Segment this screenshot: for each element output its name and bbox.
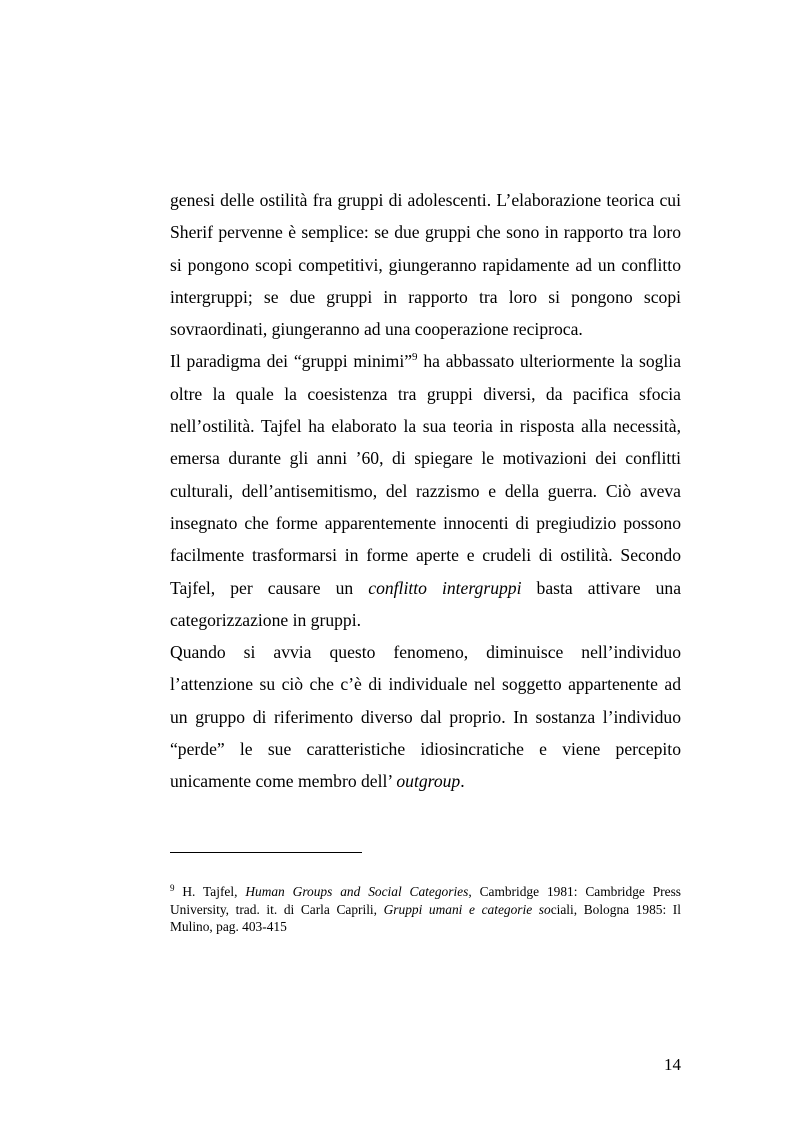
paragraph-3 [170,636,681,797]
main-text [170,184,681,798]
footnote-divider [170,852,362,853]
footnote-reference: 9 [412,351,418,364]
footnote-title-2: Gruppi umani e categorie so [383,901,551,917]
footnote-text-b: , Cambridge 1981: Cambridge Press University, trad. it. di Carla Caprili, [170,884,682,917]
paragraph-2-text-c: basta attivare una categorizzazione in gruppi. [170,577,682,630]
paragraph-3-emphasis: outgroup [396,771,461,792]
paragraph-1: genesi delle ostilità fra gruppi di adolescenti. L’elaborazione teorica cui Sherif pervenne è semplice: se due gruppi che sono in rapporto tra loro si pongono scopi competitivi, giungeranno rapidamente ad un conflitto intergruppi; se due gruppi in rapporto tra loro si pongono scopi sovraordinati, giungeranno ad una cooperazione reciproca. [170,190,681,340]
paragraph-2-emphasis: conflitto intergruppi [368,577,522,598]
footnote-text-c: ciali, Bologna 1985: Il Mulino, pag. 403-415 [170,901,681,934]
footnote [170,883,681,936]
footnote-title-1: Human Groups and Social Categories [245,884,469,899]
paragraph-2-text-b: ha abbassato ulteriormente la soglia oltre la quale la coesistenza tra gruppi diversi, da pacifica sfocia nell’ostilità. Tajfel ha elaborato la sua teoria in risposta alla necessità, emersa durante gli anni ’60, di spiegare le motivazioni dei conflitti culturali, dell’antisemitismo, del razzismo e della guerra. Ciò aveva insegnato che forme apparentemente innocenti di pregiudizio possono facilmente trasformarsi in forme aperte e crudeli di ostilità. Secondo Tajfel, per causare un [170,351,682,598]
footnote-number: 9 [170,883,175,893]
paragraph-2-text-a: Il paradigma dei “gruppi minimi” [170,351,413,372]
paragraph-3-text-b: . [460,771,465,792]
paragraph-2 [170,345,681,636]
footnote-text-a: H. Tajfel, [174,884,246,899]
page-number: 14 [664,1055,681,1074]
paragraph-3-text-a: Quando si avvia questo fenomeno, diminuisce nell’individuo l’attenzione su ciò che c’è di individuale nel soggetto appartenente ad un gruppo di riferimento diverso dal proprio. In sostanza l’individuo “perde” le sue caratteristiche idiosincratiche e viene percepito unicamente come membro dell’ [170,642,681,792]
